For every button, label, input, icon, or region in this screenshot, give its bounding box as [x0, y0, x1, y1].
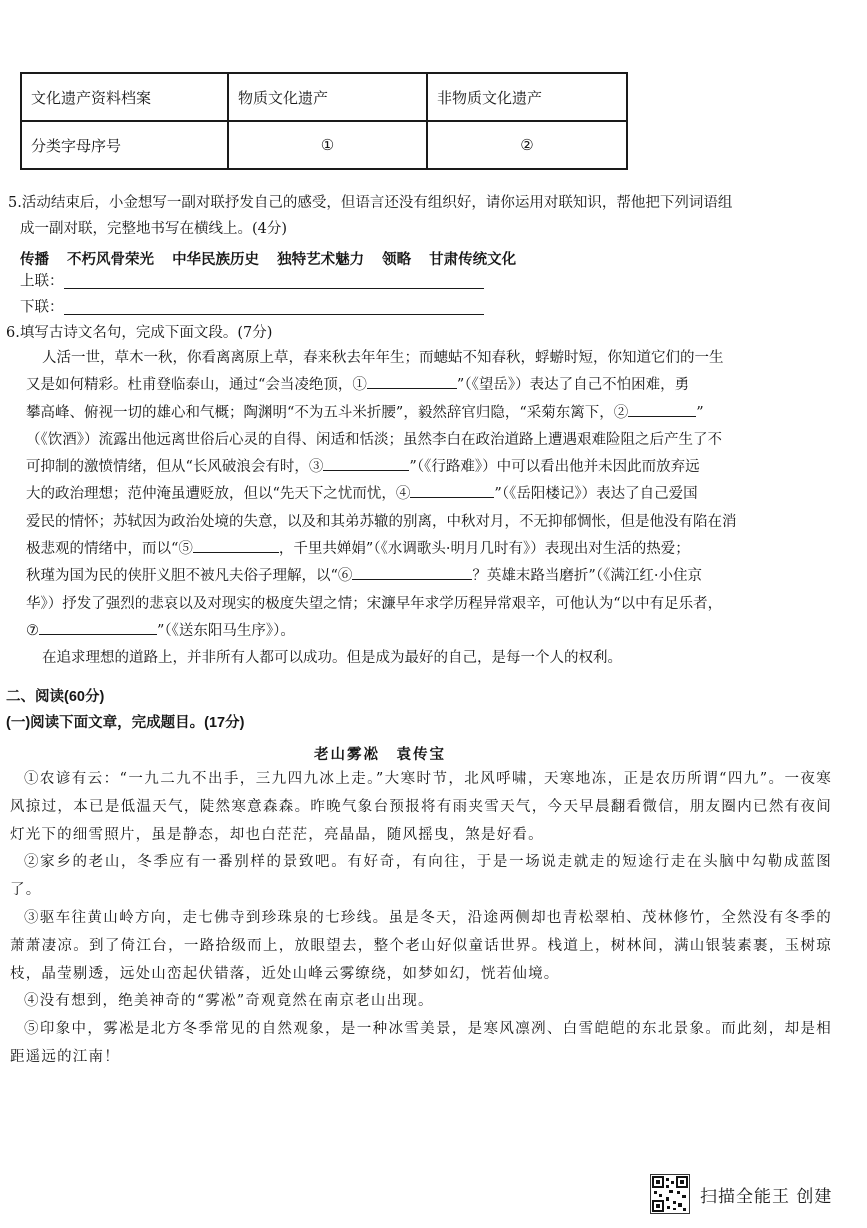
passage-line: 大的政治理想；范仲淹虽遭贬放，但以“先天下之忧而忧，④ ”（《岳阳楼记》）表达了自己爱国 [26, 481, 832, 508]
blank-7[interactable] [39, 620, 157, 635]
passage-line: 攀高峰、俯视一切的雄心和气概；陶渊明“不为五斗米折腰”，毅然辞官归隐，“采菊东篱下，② ” [26, 400, 832, 427]
blank-6[interactable] [352, 565, 472, 580]
part-heading: (一)阅读下面文章，完成题目。(17分) [6, 715, 245, 731]
table-cell: ① [228, 121, 427, 169]
passage-line: 在追求理想的道路上，并非所有人都可以成功。但是成为最好的自己，是每一个人的权利。 [42, 650, 622, 667]
section-heading: 二、阅读(60分) [6, 689, 105, 705]
word-item: 不朽风骨荣光 [67, 252, 155, 268]
blank-1[interactable] [367, 374, 457, 389]
article-paragraph: ④没有想到，绝美神奇的“雾凇”奇观竟然在南京老山出现。 [24, 993, 434, 1010]
article-title: 老山雾凇 袁传宝 [314, 746, 446, 763]
passage-line: 人活一世，草木一秋，你看离离原上草，春来秋去年年生；而蟪蛄不知春秋，蜉蝣时短，你知道它们的一生 [42, 350, 724, 366]
question-5-line2: 成一副对联，完整地书写在横线上。(4分) [20, 221, 288, 237]
question-6-heading: 6.填写古诗文名句，完成下面文段。(7分) [6, 325, 273, 341]
lower-couplet-label: 下联： [20, 299, 64, 316]
table-row [21, 73, 627, 121]
upper-couplet-line [20, 274, 484, 289]
upper-couplet-blank[interactable] [64, 274, 484, 289]
scanner-watermark [650, 1174, 832, 1214]
blank-2[interactable] [628, 402, 696, 417]
passage-line: 爱民的情怀；苏轼因为政治处境的失意，以及和其弟苏辙的别离，中秋对月，不无抑郁惆怅，但是他没有陷在消 [26, 513, 737, 530]
blank-4[interactable] [410, 483, 494, 498]
article-paragraph: ②家乡的老山，冬季应有一番别样的景致吧。有好奇，有向往，于是一场说走就走的短途行走在头脑中勾勒成蓝图了。 [10, 854, 832, 899]
table-cell: 文化遗产资料档案 [21, 73, 228, 121]
question-6-passage [26, 345, 832, 673]
word-item: 甘肃传统文化 [429, 252, 517, 268]
lower-couplet-line [20, 300, 484, 315]
blank-5[interactable] [193, 538, 279, 553]
heritage-table [20, 72, 628, 170]
word-item: 独特艺术魅力 [277, 252, 365, 268]
passage-line: 又是如何精彩。杜甫登临泰山，通过“会当凌绝顶，① ”（《望岳》）表达了自己不怕困难，勇 [26, 372, 832, 399]
upper-couplet-label: 上联： [20, 273, 64, 290]
table-cell: 物质文化遗产 [228, 73, 427, 121]
article-paragraph: ⑤印象中，雾凇是北方冬季常见的自然观象，是一种冰雪美景，是寒风凛冽、白雪皑皑的东北景象。而此刻，却是相距遥远的江南！ [10, 1021, 832, 1065]
article-paragraph: ①农谚有云：“一九二九不出手，三九四九冰上走。”大寒时节，北风呼啸，天寒地冻，正是农历所谓“四九”。一夜寒风掠过，本已是低温天气，陡然寒意森森。昨晚气象台预报将有雨夹雪天气，今天早晨翻看微信，朋友圈内已然有夜间灯光下的细雪照片，虽是静态，却也白茫茫，亮晶晶，随风摇曳，煞是好看。 [10, 771, 832, 843]
table-cell: 分类字母序号 [21, 121, 228, 169]
passage-line: ⑦ ”（《送东阳马生序》）。 [26, 618, 832, 645]
passage-line: 秋瑾为国为民的侠肝义胆不被凡夫俗子理解，以“⑥ ？英雄末路当磨折”（《满江红·小住京 [26, 563, 832, 590]
article-paragraph: ③驱车往黄山岭方向，走七佛寺到珍珠泉的七珍线。虽是冬天，沿途两侧却也青松翠柏、茂林修竹，全然没有冬季的萧萧凄凉。到了倚江台，一路拾级而上，放眼望去，整个老山好似童话世界。栈道上，树林间，满山银装素裹，玉树琼枝，晶莹剔透，远处山峦起伏错落，近处山峰云雾缭绕，如梦如幻，恍若仙境。 [10, 909, 832, 982]
passage-line: 可抑制的激愤情绪，但从“长风破浪会有时，③ ”（《行路难》）中可以看出他并未因此而放弃远 [26, 454, 832, 481]
lower-couplet-blank[interactable] [64, 300, 484, 315]
word-item: 传播 [20, 252, 49, 268]
word-item: 中华民族历史 [172, 252, 260, 268]
passage-line: （《饮酒》）流露出他远离世俗后心灵的自得、闲适和恬淡；虽然李白在政治道路上遭遇艰难险阻之后产生了不 [26, 431, 722, 448]
passage-line: 极悲观的情绪中，而以“⑤ ，千里共婵娟”（《水调歌头·明月几时有》）表现出对生活的热爱； [26, 536, 832, 563]
table-row [21, 121, 627, 169]
table-cell: ② [427, 121, 627, 169]
table-cell: 非物质文化遗产 [427, 73, 627, 121]
qr-code-icon [650, 1174, 690, 1214]
passage-line: 华》）抒发了强烈的悲哀以及对现实的极度失望之情；宋濂早年求学历程异常艰辛，可他认为“以中有足乐者， [26, 595, 723, 612]
blank-3[interactable] [323, 456, 409, 471]
watermark-text: 扫描全能王 创建 [700, 1186, 833, 1207]
word-item: 领略 [382, 252, 412, 268]
word-list [20, 248, 530, 269]
article-body [10, 766, 832, 1072]
question-5-line1: 5.活动结束后，小金想写一副对联抒发自己的感受，但语言还没有组织好，请你运用对联知识，帮他把下列词语组 [8, 195, 733, 211]
